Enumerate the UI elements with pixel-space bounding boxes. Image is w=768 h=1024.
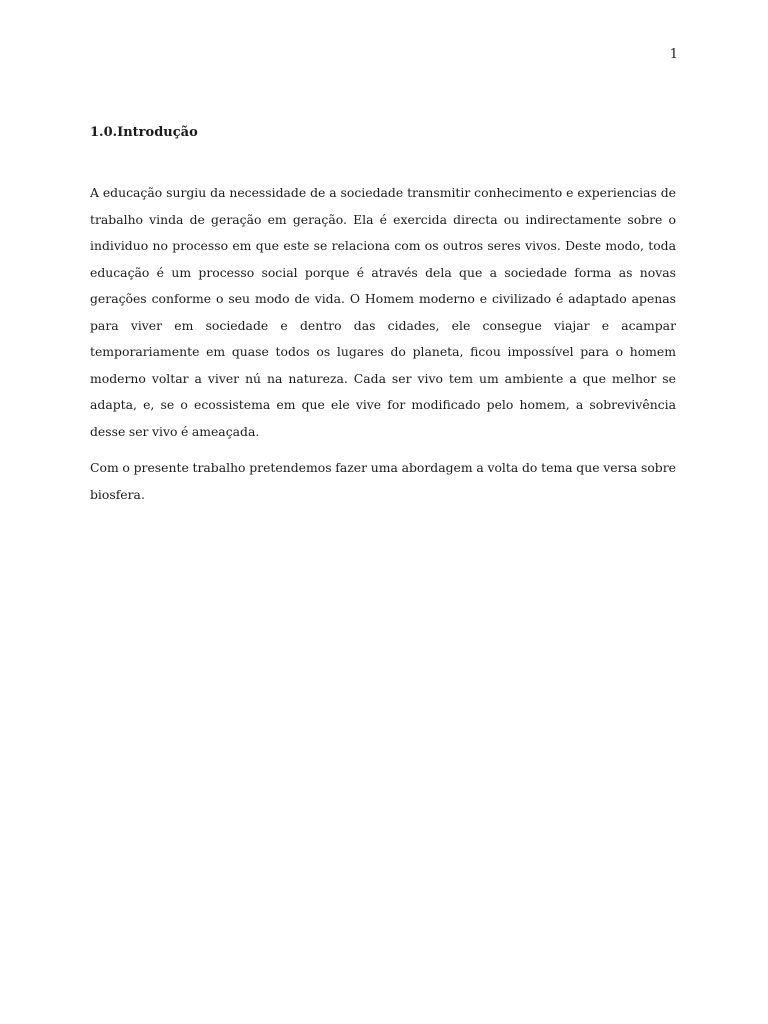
paragraph-introduction: A educação surgiu da necessidade de a sociedade transmitir conhecimento e experiencias de trabalho vinda de geração em geração. Ela é exercida directa ou indirectamente sobre o individuo no processo em que este se relaciona com os outros seres vivos. Deste modo, toda educação é um processo social porque é através dela que a sociedade forma as novas gerações conforme o seu modo de vida. O Homem moderno e civilizado é adaptado apenas para viver em sociedade e dentro das cidades, ele consegue viajar e acampar temporariamente em quase todos os lugares do planeta, ficou impossível para o homem moderno voltar a viver nú na natureza. Cada ser vivo tem um ambiente a que melhor se adapta, e, se o ecossistema em que ele vive for modificado pelo homem, a sobrevivência desse ser vivo é ameaçada. <box>90 185 676 439</box>
page-number: 1 <box>669 47 678 62</box>
section-heading: 1.0.Introdução <box>90 125 198 140</box>
document-body <box>90 180 676 518</box>
paragraph-objective: Com o presente trabalho pretendemos fazer uma abordagem a volta do tema que versa sobre biosfera. <box>90 460 676 502</box>
